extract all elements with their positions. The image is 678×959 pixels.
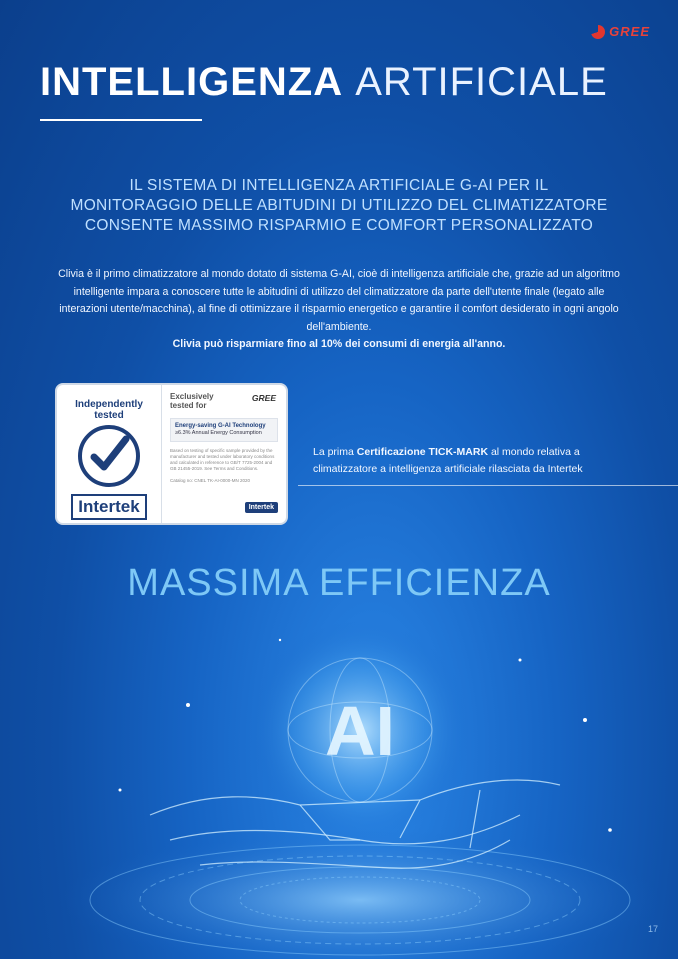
energy-title: Energy-saving G-AI Technology — [175, 423, 266, 429]
certificate-seal — [57, 385, 162, 523]
page-title-light: ARTIFICIALE — [355, 60, 608, 104]
ai-hand-illustration — [0, 600, 678, 959]
ai-label: AI — [325, 692, 395, 770]
page-number: 17 — [647, 924, 658, 934]
section-headline: MASSIMA EFFICIENZA — [127, 562, 551, 604]
energy-saving-box — [170, 418, 278, 442]
certificate-details — [162, 385, 286, 523]
brand-name: GREE — [609, 24, 650, 39]
independently-tested-label: Independently tested — [75, 399, 143, 421]
catalog-number: Catalog no: CNEL TK-AI-0000-MN 2020 — [170, 478, 251, 483]
subtitle-line-1: IL SISTEMA DI INTELLIGENZA ARTIFICIALE G-AI PER IL — [129, 177, 549, 194]
page-title — [40, 60, 608, 105]
title-underline — [40, 119, 202, 121]
intertek-logo: Intertek — [71, 494, 146, 520]
energy-subtitle: ≥6.3% Annual Energy Consumption — [175, 430, 262, 436]
body-bold-line: Clivia può risparmiare fino al 10% dei consumi di energia all'anno. — [172, 338, 506, 350]
tick-mark-icon — [78, 425, 140, 487]
body-text: Clivia è il primo climatizzatore al mondo dotato di sistema G-AI, cioè di intelligenza artificiale che, grazie ad un algoritmo intelligente impara a conoscere tutte le abitudini di utilizzo del climatizzatore da parte dell'utente finale (legato alle interazioni utente/macchina), al fine di ottimizzare il risparmio energetico e garantire il comfort desiderato in ogni angolo dell'ambiente. — [58, 268, 620, 333]
gree-swirl-icon — [591, 25, 605, 39]
page-title-bold: INTELLIGENZA — [40, 60, 344, 104]
fine-print: Based on testing of specific sample provided by the manufacturer and tested under laboratory conditions and calculated in reference to GB/T 7725-2004 and GB 21455-2019. See Terms and Conditions. — [170, 448, 275, 471]
subtitle-line-3: CONSENTE MASSIMO RISPARMIO E COMFORT PERSONALIZZATO — [84, 217, 594, 234]
body-paragraph — [50, 266, 628, 354]
certificate-gree-logo: GREE — [251, 393, 276, 403]
caption-divider — [298, 485, 678, 486]
subtitle — [40, 176, 638, 236]
subtitle-line-2: MONITORAGGIO DELLE ABITUDINI DI UTILIZZO DEL CLIMATIZZATORE — [70, 197, 608, 214]
intertek-certificate — [55, 383, 288, 525]
exclusively-tested-for: Exclusively tested for — [170, 392, 214, 410]
brand-logo — [591, 24, 650, 39]
caption-bold: Certificazione TICK-MARK — [356, 446, 489, 458]
intertek-small-logo: Intertek — [245, 502, 278, 513]
certificate-caption: La prima Certificazione TICK-MARK al mondo relativa a climatizzatore a intelligenza artificiale rilasciata da Intertek — [313, 446, 583, 475]
